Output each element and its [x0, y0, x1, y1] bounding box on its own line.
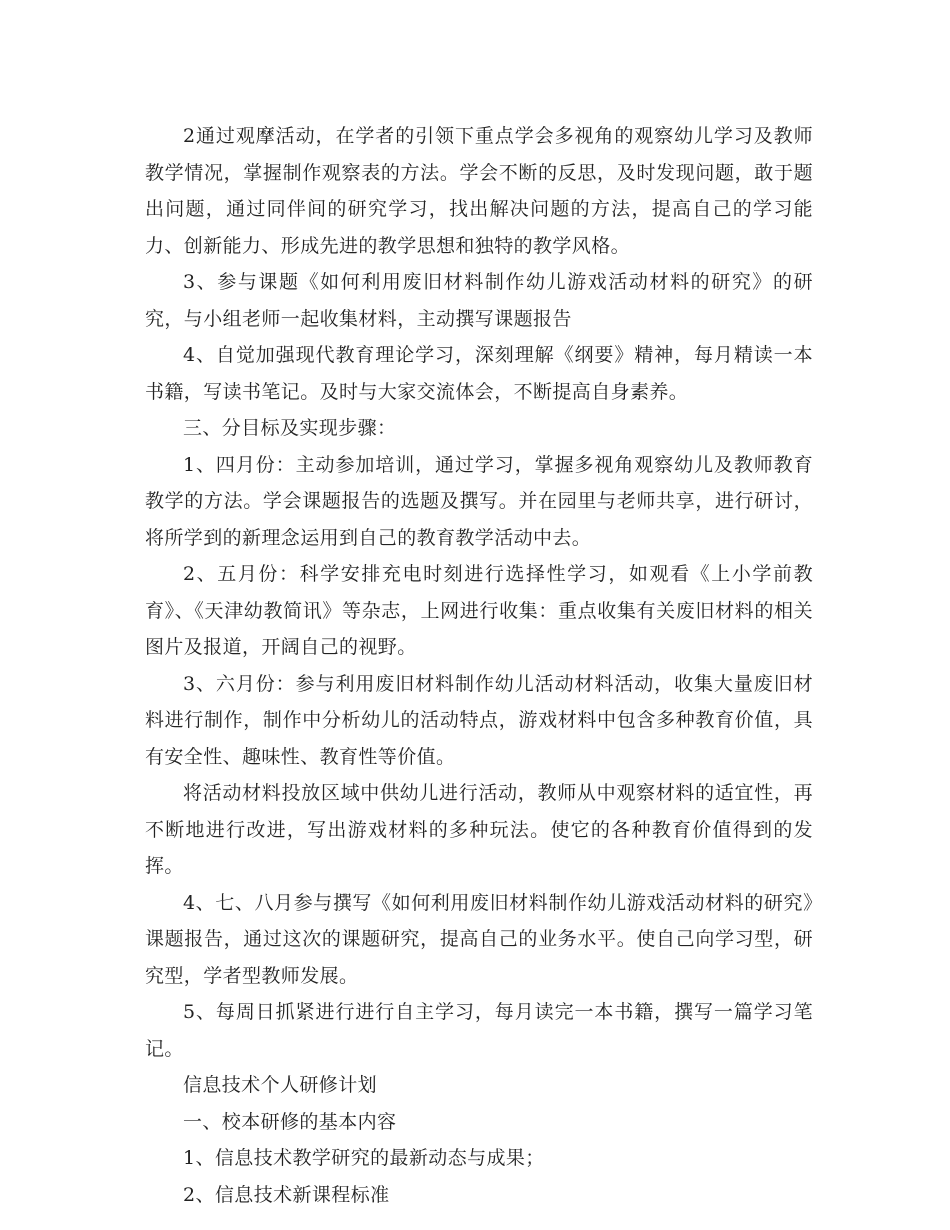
section-heading-sub-goals: 三、分目标及实现步骤：: [183, 417, 397, 439]
paragraph-june: 3、六月份：参与利用废旧材料制作幼儿活动材料活动，收集大量废旧材料进行制作，制作中分析幼儿的活动特点，游戏材料中包含多种教育价值，具有安全性、趣味性、教育性等价值。: [145, 672, 813, 768]
paragraph-observation-goals: 2通过观摩活动，在学者的引领下重点学会多视角的观察幼儿学习及教师教学情况，掌握制作观察表的方法。学会不断的反思，及时发现问题，敢于题出问题，通过同伴间的研究学习，找出解决问题的方法，提高自己的学习能力、创新能力、形成先进的教学思想和独特的教学风格。: [145, 125, 813, 257]
list-item-research-trends: 1、信息技术教学研究的最新动态与成果；: [183, 1147, 545, 1169]
list-item-curriculum-standard: 2、信息技术新课程标准: [183, 1183, 390, 1206]
document-body: [145, 118, 813, 1213]
paragraph-weekly-study: 5、每周日抓紧进行进行自主学习，每月读完一本书籍，撰写一篇学习笔记。: [145, 1001, 813, 1060]
paragraph-materials-placement: 将活动材料投放区域中供幼儿进行活动，教师从中观察材料的适宜性，再不断地进行改进，写出游戏材料的多种玩法。使它的各种教育价值得到的发挥。: [145, 782, 813, 877]
section-heading-basic-content: 一、校本研修的基本内容: [183, 1110, 397, 1133]
paragraph-theory-study: 4、自觉加强现代教育理论学习，深刻理解《纲要》精神，每月精读一本书籍，写读书笔记。及时与大家交流体会，不断提高自身素养。: [145, 344, 813, 403]
paragraph-research-topic: 3、参与课题《如何利用废旧材料制作幼儿游戏活动材料的研究》的研究，与小组老师一起收集材料，主动撰写课题报告: [145, 271, 813, 330]
paragraph-july-august: 4、七、八月参与撰写《如何利用废旧材料制作幼儿游戏活动材料的研究》课题报告，通过这次的课题研究，提高自己的业务水平。使自己向学习型，研究型，学者型教师发展。: [145, 891, 813, 987]
paragraph-may: 2、五月份：科学安排充电时刻进行选择性学习，如观看《上小学前教育》、《天津幼教简讯》等杂志，上网进行收集：重点收集有关废旧材料的相关图片及报道，开阔自己的视野。: [145, 563, 813, 658]
paragraph-april: 1、四月份：主动参加培训，通过学习，掌握多视角观察幼儿及教师教育教学的方法。学会课题报告的选题及撰写。并在园里与老师共享，进行研讨，将所学到的新理念运用到自己的教育教学活动中去。: [145, 453, 813, 549]
plan-title: 信息技术个人研修计划: [183, 1074, 378, 1096]
